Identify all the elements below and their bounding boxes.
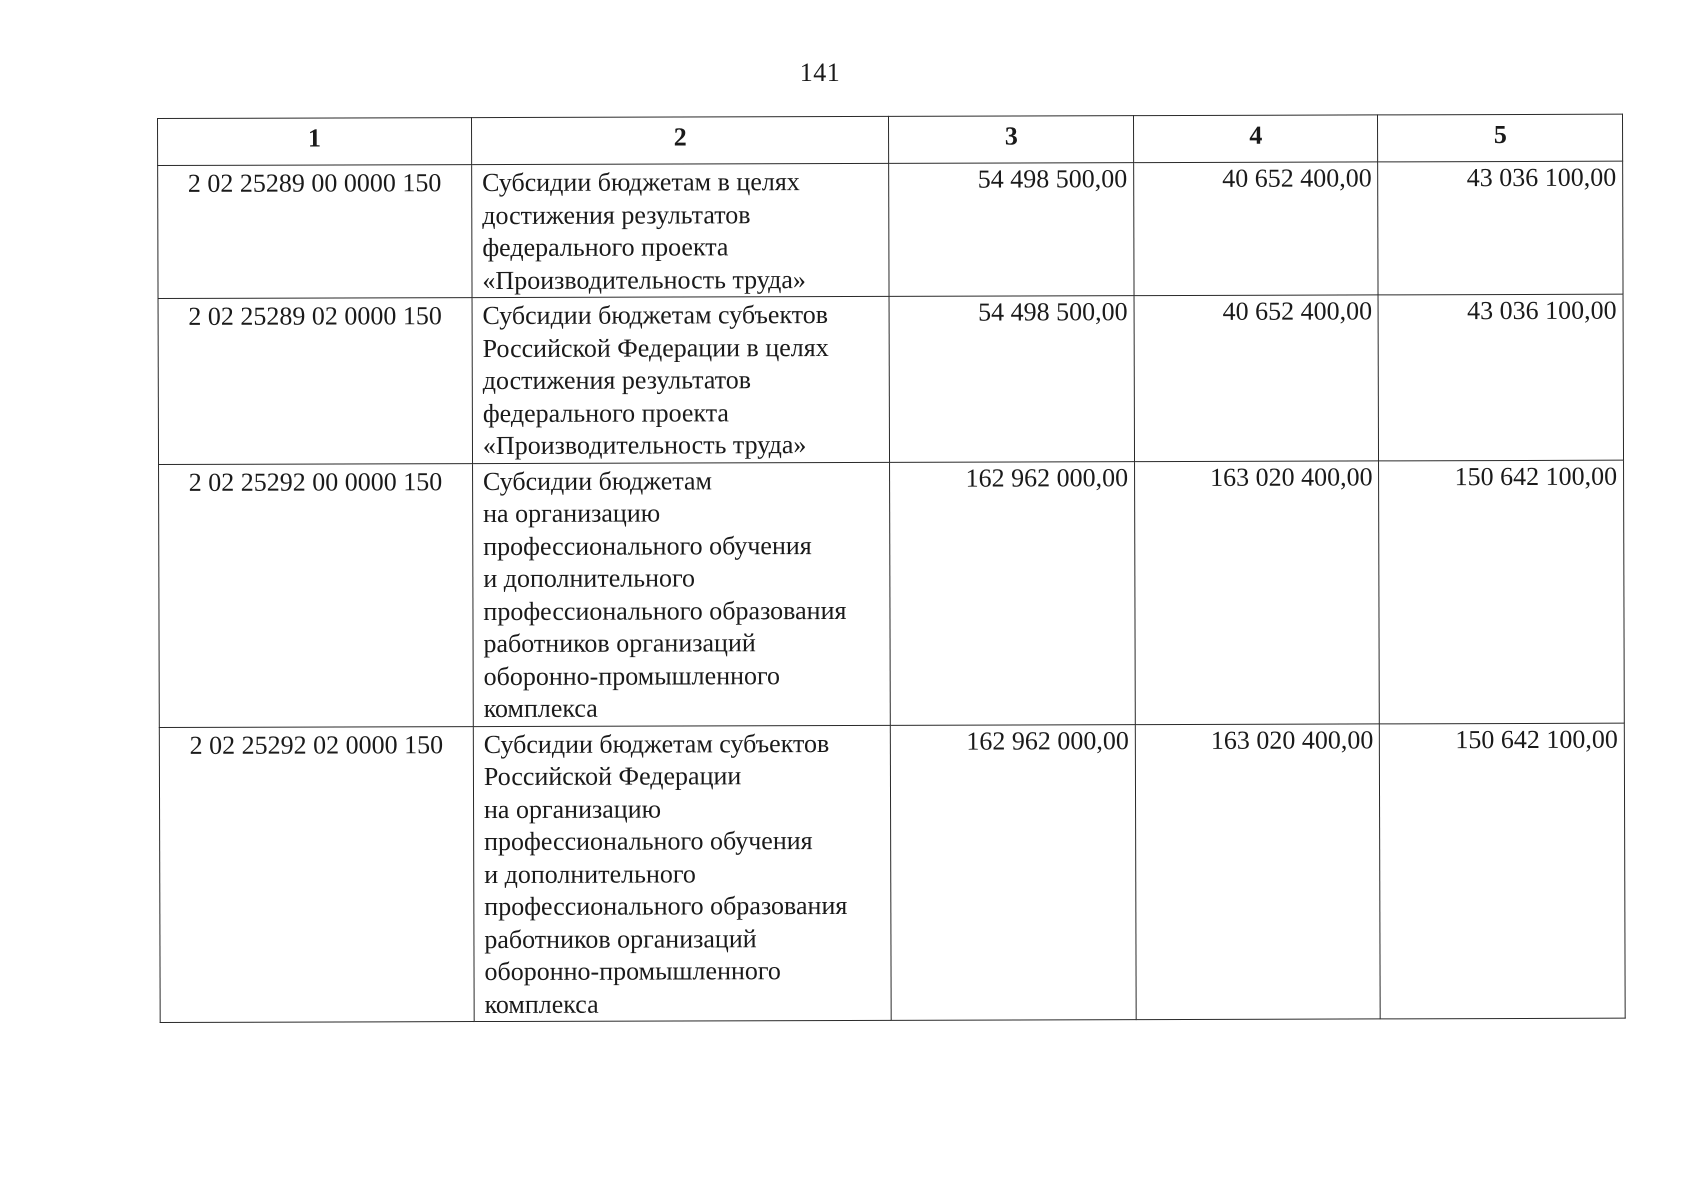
row-name-line: Субсидии бюджетам субъектов — [482, 300, 829, 331]
table-row — [158, 161, 1623, 298]
row-name-line: «Производительность труда» — [482, 430, 807, 461]
row-name — [472, 462, 890, 726]
row-name-line: на организацию — [483, 498, 661, 529]
row-name-line: работников организаций — [484, 923, 757, 954]
row-name-line: Субсидии бюджетам субъектов — [483, 728, 830, 759]
table-header — [158, 114, 1623, 165]
table-row — [159, 723, 1625, 1023]
row-name-line: оборонно-промышленного — [483, 660, 781, 691]
row-code: 2 02 25292 02 0000 150 — [159, 726, 474, 1022]
row-code: 2 02 25289 02 0000 150 — [158, 298, 472, 464]
row-name-line: достижения результатов — [482, 199, 751, 230]
page-number: 141 — [799, 58, 841, 87]
row-name-line: комплекса — [483, 693, 598, 724]
row-value-col3: 162 962 000,00 — [890, 461, 1135, 725]
row-name-line: федерального проекта — [482, 232, 729, 263]
row-value-col4: 40 652 400,00 — [1134, 162, 1379, 296]
row-name-line: Российской Федерации в целях — [482, 332, 829, 363]
row-name-line: комплекса — [484, 989, 599, 1019]
row-value-col3: 54 498 500,00 — [889, 163, 1134, 297]
row-value-col5: 43 036 100,00 — [1378, 161, 1623, 295]
header-col-4: 4 — [1133, 115, 1378, 163]
row-name-line: и дополнительного — [483, 563, 696, 594]
row-name — [473, 725, 891, 1022]
row-name-line: Субсидии бюджетам — [482, 465, 713, 496]
row-name-line: работников организаций — [483, 628, 756, 659]
row-value-col3: 54 498 500,00 — [890, 296, 1135, 462]
header-col-1: 1 — [158, 118, 472, 166]
row-value-col5: 150 642 100,00 — [1379, 460, 1624, 724]
table-body — [158, 161, 1626, 1022]
row-name — [472, 296, 890, 463]
row-name-line: достижения результатов — [482, 365, 752, 396]
row-value-col5: 150 642 100,00 — [1380, 723, 1625, 1019]
table-row — [159, 460, 1625, 727]
row-name-line: федерального проекта — [482, 397, 729, 428]
row-name-line: оборонно-промышленного — [484, 956, 781, 987]
row-name-line: на организацию — [483, 794, 662, 824]
header-row — [158, 114, 1623, 165]
row-name-line: «Производительность труда» — [482, 264, 806, 295]
row-name-line: профессионального образования — [484, 890, 848, 922]
row-name-line: и дополнительного — [484, 858, 696, 889]
table-row — [158, 294, 1623, 464]
row-value-col4: 40 652 400,00 — [1134, 295, 1379, 461]
row-name — [472, 163, 890, 297]
row-name-line: профессионального обучения — [484, 826, 813, 857]
header-col-2: 2 — [471, 116, 889, 164]
row-value-col5: 43 036 100,00 — [1379, 294, 1624, 460]
row-name-line: профессионального обучения — [483, 530, 812, 561]
row-value-col4: 163 020 400,00 — [1135, 723, 1380, 1019]
header-col-3: 3 — [889, 116, 1134, 164]
budget-table — [157, 114, 1626, 1023]
row-value-col4: 163 020 400,00 — [1135, 460, 1380, 724]
row-code: 2 02 25292 00 0000 150 — [159, 463, 474, 727]
row-value-col3: 162 962 000,00 — [891, 724, 1136, 1020]
row-name-line: Субсидии бюджетам в целях — [482, 167, 800, 198]
header-col-5: 5 — [1378, 114, 1623, 162]
row-name-line: профессионального образования — [483, 595, 847, 626]
row-code: 2 02 25289 00 0000 150 — [158, 165, 472, 299]
row-name-line: Российской Федерации — [483, 761, 742, 792]
